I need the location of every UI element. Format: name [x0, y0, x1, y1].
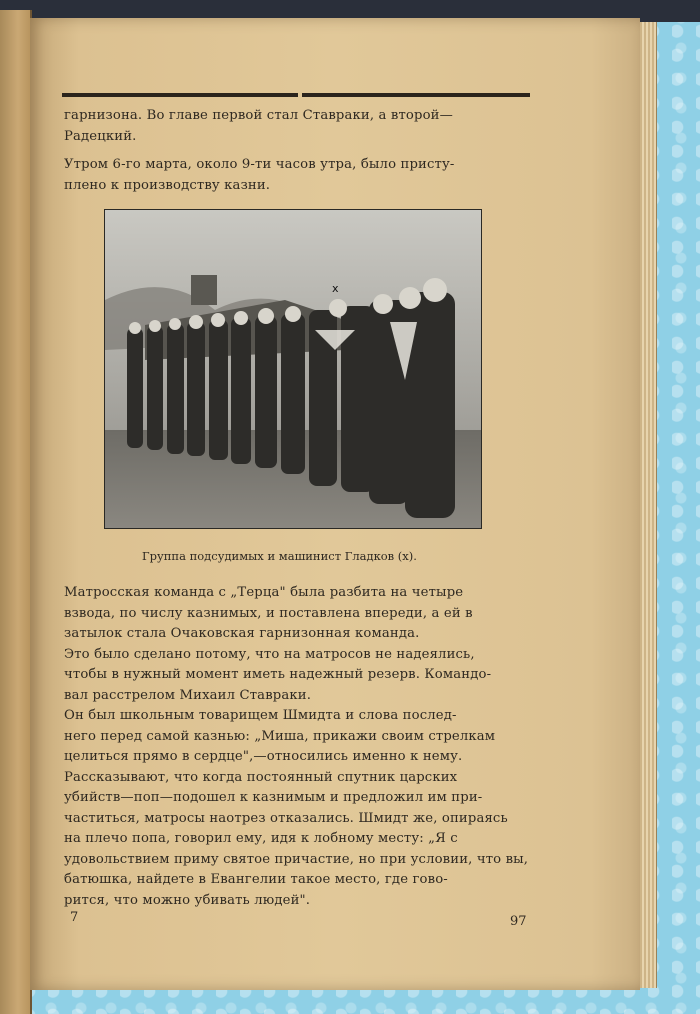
text-line: чтобы в нужный момент иметь надежный резерв. Командо- — [64, 667, 492, 682]
text-line: него перед самой казнью: „Миша, прикажи своим стрелкам — [64, 728, 496, 744]
header-rule-left — [62, 93, 298, 97]
text-line: целиться прямо в сердце",—относились именно к нему. — [64, 749, 463, 764]
text-line: Он был школьным товарищем Шмидта и слова послед- — [64, 708, 457, 723]
text-line: батюшка, найдете в Евангелии такое место, где гово- — [64, 872, 448, 887]
text-line: затылок стала Очаковская гарнизонная команда. — [64, 626, 420, 641]
text-line: удовольствием приму святое причастие, но при условии, что вы, — [64, 851, 529, 867]
text-line: взвода, по числу казнимых, и поставлена впереди, а ей в — [64, 605, 473, 621]
header-rule-right — [302, 93, 530, 97]
signature-mark: 7 — [70, 910, 79, 925]
text-line: на плечо попа, говорил ему, идя к лобному месту: „Я с — [64, 831, 458, 846]
text-line: убийств—поп—подошел к казнимым и предложил им при- — [64, 790, 483, 805]
previous-page-edge — [0, 10, 32, 1014]
photo-cross-mark: x — [332, 282, 339, 295]
text-line: Это было сделано потому, что на матросов не надеялись, — [64, 646, 475, 662]
group-photograph — [104, 209, 482, 529]
text-line: вал расстрелом Михаил Ставраки. — [64, 687, 312, 703]
top-paragraphs — [64, 106, 454, 196]
text-line: частиться, матросы наотрез отказались. Шмидт же, опираясь — [64, 810, 508, 826]
text-line: Рассказывают, что когда постоянный спутник царских — [64, 769, 458, 785]
text-line: гарнизона. Во главе первой стал Ставраки, а второй— — [64, 108, 453, 123]
text-line: Матросская команда с „Терца" была разбита на четыре — [64, 585, 464, 600]
text-line: Радецкий. — [64, 128, 137, 144]
photo-illustration — [105, 210, 481, 528]
body-paragraphs — [64, 583, 528, 911]
text-line: пленo к производству казни. — [64, 177, 271, 193]
text-line: Утром 6-го марта, около 9-ти часов утра, было присту- — [64, 157, 455, 172]
book-page-edges — [638, 22, 657, 988]
page-number: 97 — [510, 914, 527, 929]
photo-caption: Группа подсудимых и машинист Гладков (x). — [142, 549, 417, 563]
text-line: рится, что можно убивать людей". — [64, 892, 311, 908]
